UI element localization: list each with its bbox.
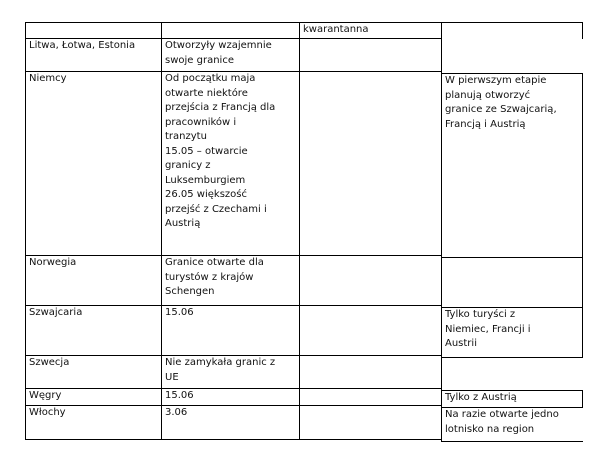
table-cell: Włochy [26, 406, 162, 440]
table-cell [441, 257, 583, 308]
table-cell [300, 356, 442, 389]
table-cell [300, 256, 442, 306]
table-cell: kwarantanna [300, 23, 442, 39]
table-cell: W pierwszym etapie planują otworzyć granice ze Szwajcarią, Francją i Austrią [441, 73, 583, 258]
table-cell: Granice otwarte dla turystów z krajów Schengen [162, 256, 300, 306]
table-cell: Litwa, Łotwa, Estonia [26, 39, 162, 72]
table-cell: Niemcy [26, 72, 162, 256]
table-cell [300, 39, 442, 72]
table-cell: Otworzyły wzajemnie swoje granice [162, 39, 300, 72]
table-cell: Szwecja [26, 356, 162, 389]
table-cell [300, 406, 442, 440]
table-cell [300, 389, 442, 406]
table-cell [300, 72, 442, 256]
table-row [26, 406, 442, 440]
table-cell [162, 23, 300, 39]
table-cell [441, 22, 583, 39]
table-row [26, 389, 442, 406]
table-cell: Nie zamykała granic z UE [162, 356, 300, 389]
table-row [26, 72, 442, 256]
table-cell: Tylko z Austrią [441, 390, 583, 408]
table-row [26, 306, 442, 356]
table-cell: 3.06 [162, 406, 300, 440]
table-cell [441, 39, 583, 73]
table-cell: 15.06 [162, 306, 300, 356]
table-cell: 15.06 [162, 389, 300, 406]
table-cell: Norwegia [26, 256, 162, 306]
table-cell [26, 23, 162, 39]
table-cell: Tylko turyści z Niemiec, Francji i Austrii [441, 307, 583, 358]
table-row [26, 39, 442, 72]
table-row [26, 256, 442, 306]
table-cell: Szwajcaria [26, 306, 162, 356]
table-cell: Węgry [26, 389, 162, 406]
table-cell [300, 306, 442, 356]
borders-table [25, 22, 442, 440]
table-cell [441, 357, 583, 391]
table-row [26, 356, 442, 389]
table-cell: Od początku maja otwarte niektóre przejścia z Francją dla pracowników i tranzytu 15.05 – otwarcie granicy z Luksemburgiem 26.05 większość przejść z Czechami i Austrią [162, 72, 300, 256]
table-cell: Na razie otwarte jedno lotnisko na region [441, 407, 583, 442]
table-row [26, 23, 442, 39]
